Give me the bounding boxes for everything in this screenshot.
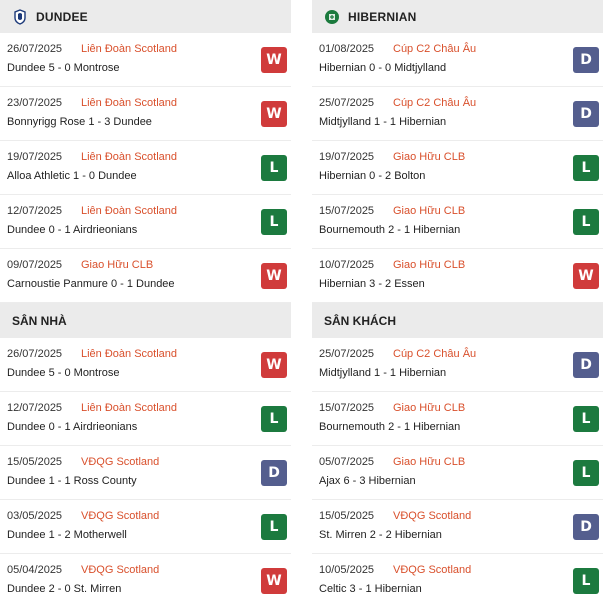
result-badge: D	[573, 352, 599, 378]
home-section-title: SÂN NHÀ	[12, 313, 67, 328]
dundee-home-list	[0, 338, 291, 603]
match-score: Hibernian 0 - 2 Bolton	[319, 170, 426, 182]
match-competition: VĐQG Scotland	[81, 564, 160, 576]
match-competition: Liên Đoàn Scotland	[81, 151, 178, 163]
match-competition: Liên Đoàn Scotland	[81, 97, 178, 109]
match-score: Dundee 1 - 1 Ross County	[7, 475, 137, 487]
match-competition: Giao Hữu CLB	[393, 205, 466, 217]
match-date: 05/07/2025	[319, 456, 375, 468]
match-competition: Liên Đoàn Scotland	[81, 402, 178, 414]
match-competition: Giao Hữu CLB	[393, 259, 466, 271]
match-score: Dundee 5 - 0 Montrose	[7, 62, 120, 74]
match-score: Midtjylland 1 - 1 Hibernian	[319, 116, 447, 128]
away-section-header	[312, 303, 603, 338]
match-date: 25/07/2025	[319, 348, 375, 360]
match-competition: Liên Đoàn Scotland	[81, 205, 178, 217]
match-competition: Cúp C2 Châu Âu	[393, 43, 477, 55]
match-row[interactable]	[312, 33, 603, 87]
match-date: 15/05/2025	[7, 456, 63, 468]
match-row[interactable]	[312, 141, 603, 195]
dundee-recent-list	[0, 33, 291, 303]
match-row[interactable]	[312, 554, 603, 603]
match-row[interactable]	[312, 392, 603, 446]
match-date: 05/04/2025	[7, 564, 63, 576]
match-score: St. Mirren 2 - 2 Hibernian	[319, 529, 442, 541]
match-competition: VĐQG Scotland	[393, 510, 472, 522]
match-row[interactable]	[0, 249, 291, 303]
match-row[interactable]	[312, 249, 603, 303]
dundee-header	[0, 0, 291, 33]
match-score: Celtic 3 - 1 Hibernian	[319, 583, 422, 595]
result-badge: W	[573, 263, 599, 289]
result-badge: L	[573, 209, 599, 235]
match-score: Dundee 5 - 0 Montrose	[7, 367, 120, 379]
match-score: Alloa Athletic 1 - 0 Dundee	[7, 170, 137, 182]
match-row[interactable]	[0, 141, 291, 195]
match-date: 15/05/2025	[319, 510, 375, 522]
result-badge: D	[573, 47, 599, 73]
result-badge: L	[261, 406, 287, 432]
match-row[interactable]	[312, 87, 603, 141]
match-row[interactable]	[0, 195, 291, 249]
result-badge: L	[573, 568, 599, 594]
match-row[interactable]	[0, 338, 291, 392]
match-score: Dundee 2 - 0 St. Mirren	[7, 583, 122, 595]
dundee-column	[0, 0, 291, 603]
match-score: Bonnyrigg Rose 1 - 3 Dundee	[7, 116, 152, 128]
match-date: 23/07/2025	[7, 97, 63, 109]
match-row[interactable]	[0, 446, 291, 500]
match-score: Dundee 0 - 1 Airdrieonians	[7, 224, 138, 236]
match-date: 10/05/2025	[319, 564, 375, 576]
match-competition: Giao Hữu CLB	[81, 259, 154, 271]
result-badge: L	[261, 209, 287, 235]
match-date: 26/07/2025	[7, 43, 63, 55]
match-score: Dundee 1 - 2 Motherwell	[7, 529, 127, 541]
result-badge: L	[573, 155, 599, 181]
match-row[interactable]	[0, 500, 291, 554]
dundee-crest-icon	[12, 9, 28, 25]
match-row[interactable]	[0, 87, 291, 141]
result-badge: L	[573, 460, 599, 486]
away-section-title: SÂN KHÁCH	[324, 313, 396, 328]
result-badge: L	[573, 406, 599, 432]
match-row[interactable]	[0, 392, 291, 446]
hibernian-away-list	[312, 338, 603, 603]
match-competition: Cúp C2 Châu Âu	[393, 348, 477, 360]
match-date: 01/08/2025	[319, 43, 375, 55]
result-badge: W	[261, 568, 287, 594]
match-score: Midtjylland 1 - 1 Hibernian	[319, 367, 447, 379]
match-row[interactable]	[0, 554, 291, 603]
home-section-header	[0, 303, 291, 338]
match-competition: VĐQG Scotland	[393, 564, 472, 576]
match-score: Carnoustie Panmure 0 - 1 Dundee	[7, 278, 175, 290]
match-row[interactable]	[0, 33, 291, 87]
result-badge: D	[261, 460, 287, 486]
match-competition: VĐQG Scotland	[81, 456, 160, 468]
result-badge: W	[261, 352, 287, 378]
match-competition: Liên Đoàn Scotland	[81, 348, 178, 360]
hibernian-column	[312, 0, 603, 603]
result-badge: W	[261, 263, 287, 289]
dundee-title: DUNDEE	[36, 9, 88, 24]
match-date: 26/07/2025	[7, 348, 63, 360]
hibernian-recent-list	[312, 33, 603, 303]
match-competition: Giao Hữu CLB	[393, 151, 466, 163]
match-date: 19/07/2025	[319, 151, 375, 163]
match-score: Bournemouth 2 - 1 Hibernian	[319, 421, 461, 433]
hibernian-header	[312, 0, 603, 33]
match-score: Bournemouth 2 - 1 Hibernian	[319, 224, 461, 236]
match-competition: Liên Đoàn Scotland	[81, 43, 178, 55]
match-date: 19/07/2025	[7, 151, 63, 163]
match-competition: Cúp C2 Châu Âu	[393, 97, 477, 109]
result-badge: L	[261, 155, 287, 181]
match-score: Dundee 0 - 1 Airdrieonians	[7, 421, 138, 433]
match-competition: Giao Hữu CLB	[393, 402, 466, 414]
match-row[interactable]	[312, 338, 603, 392]
hibernian-title: HIBERNIAN	[348, 9, 417, 24]
match-score: Hibernian 0 - 0 Midtjylland	[319, 62, 447, 74]
match-date: 12/07/2025	[7, 402, 63, 414]
match-date: 03/05/2025	[7, 510, 63, 522]
result-badge: L	[261, 514, 287, 540]
match-competition: Giao Hữu CLB	[393, 456, 466, 468]
match-competition: VĐQG Scotland	[81, 510, 160, 522]
result-badge: D	[573, 514, 599, 540]
match-date: 10/07/2025	[319, 259, 375, 271]
match-date: 15/07/2025	[319, 402, 375, 414]
match-row[interactable]	[312, 446, 603, 500]
match-score: Ajax 6 - 3 Hibernian	[319, 475, 416, 487]
hibernian-crest-icon	[324, 9, 340, 25]
match-date: 09/07/2025	[7, 259, 63, 271]
match-date: 25/07/2025	[319, 97, 375, 109]
match-row[interactable]	[312, 195, 603, 249]
result-badge: D	[573, 101, 599, 127]
result-badge: W	[261, 47, 287, 73]
match-date: 12/07/2025	[7, 205, 63, 217]
match-date: 15/07/2025	[319, 205, 375, 217]
match-score: Hibernian 3 - 2 Essen	[319, 278, 425, 290]
result-badge: W	[261, 101, 287, 127]
match-row[interactable]	[312, 500, 603, 554]
